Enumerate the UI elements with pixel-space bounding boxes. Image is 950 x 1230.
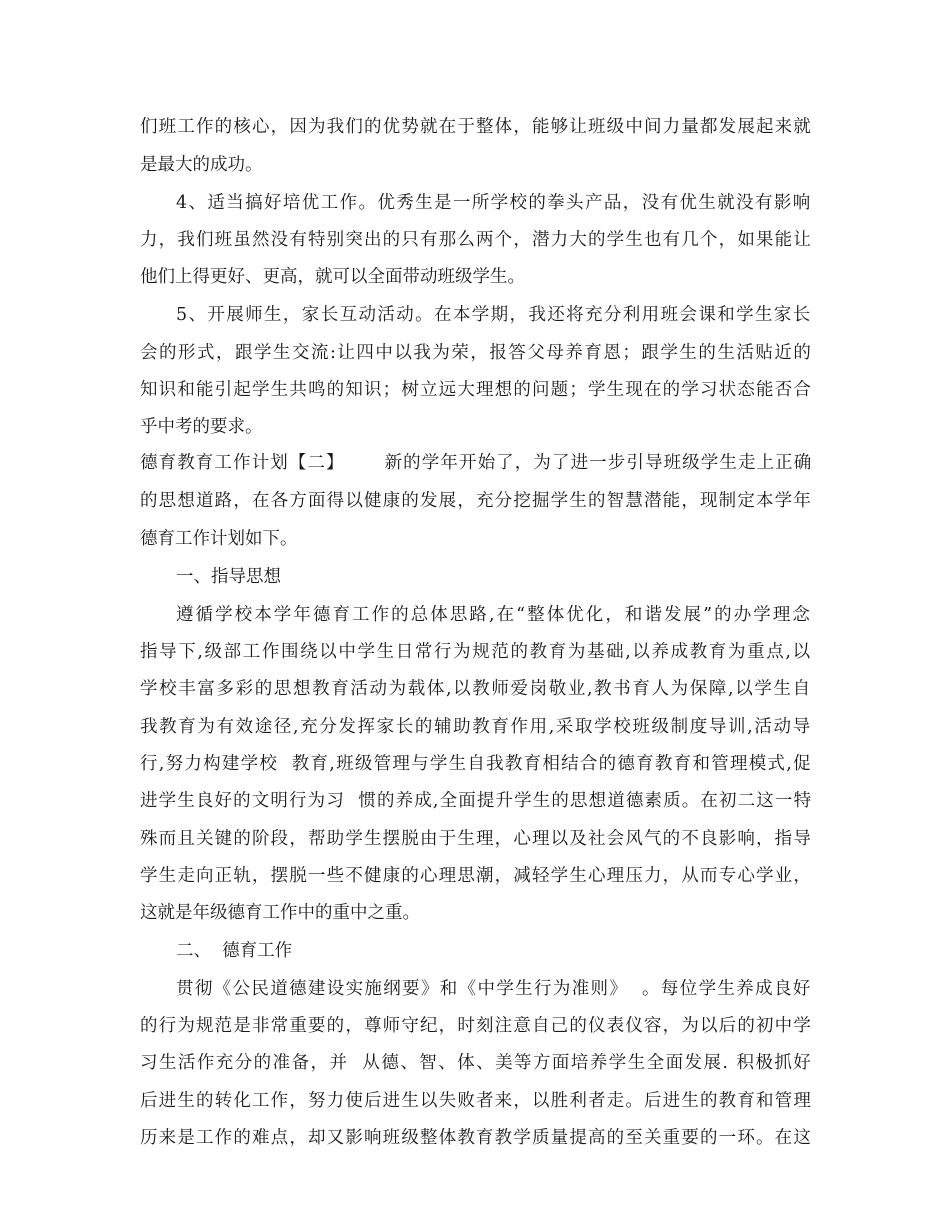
text-line-17: 我教育为有效途径,充分发挥家长的辅助教育作用,采取学校班级制度导训,活动导 bbox=[140, 717, 812, 737]
text-line-25: 的行为规范是非常重要的，尊师守纪，时刻注意自己的仪表仪容，为以后的初中学 bbox=[140, 1016, 813, 1036]
text-line-22: 这就是年级德育工作中的重中之重。 bbox=[140, 903, 420, 923]
text-line-28: 历来是工作的难点，却又影响班级整体教育教学质量提高的至关重要的一环。在这 bbox=[140, 1128, 813, 1148]
text-line-2: 是最大的成功。 bbox=[140, 155, 263, 175]
text-line-11: 的思想道路，在各方面得以健康的发展，充分挖掘学生的智慧潜能，现制定本学年 bbox=[140, 491, 813, 511]
text-line-7: 会的形式，跟学生交流:让四中以我为荣，报答父母养育恩；跟学生的生活贴近的 bbox=[140, 343, 813, 363]
text-line-1: 们班工作的核心，因为我们的优势就在于整体，能够让班级中间力量都发展起来就 bbox=[140, 117, 813, 137]
text-line-27: 后进生的转化工作，努力使后进生以失败者来，以胜利者走。后进生的教育和管理 bbox=[140, 1091, 813, 1111]
text-line-24: 贯彻《公民道德建设实施纲要》和《中学生行为准则》 。每位学生养成良好 bbox=[176, 979, 812, 999]
section-heading-1: 一、指导思想 bbox=[176, 567, 281, 587]
text-line-3: 4、适当搞好培优工作。优秀生是一所学校的拳头产品，没有优生就没有影响 bbox=[176, 193, 812, 213]
text-line-6: 5、开展师生，家长互动活动。在本学期，我还将充分利用班会课和学生家长 bbox=[176, 305, 812, 325]
text-line-26: 习生活作充分的准备，并 从德、智、体、美等方面培养学生全面发展. 积极抓好 bbox=[140, 1053, 813, 1073]
text-line-5: 他们上得更好、更高，就可以全面带动班级学生。 bbox=[140, 267, 525, 287]
text-line-12: 德育工作计划如下。 bbox=[140, 529, 298, 549]
text-line-15: 指导下,级部工作围绕以中学生日常行为规范的教育为基础,以养成教育为重点,以 bbox=[140, 642, 812, 662]
text-line-4: 力，我们班虽然没有特别突出的只有那么两个，潜力大的学生也有几个，如果能让 bbox=[140, 230, 813, 250]
text-line-9: 乎中考的要求。 bbox=[140, 417, 263, 437]
text-line-21: 学生走向正轨，摆脱一些不健康的心理思潮，减轻学生心理压力，从而专心学业， bbox=[140, 866, 813, 886]
text-line-20: 殊而且关键的阶段，帮助学生摆脱由于生理，心理以及社会风气的不良影响，指导 bbox=[140, 829, 813, 849]
text-line-8: 知识和能引起学生共鸣的知识；树立远大理想的问题；学生现在的学习状态能否合 bbox=[140, 380, 813, 400]
text-line-18: 行,努力构建学校 教育,班级管理与学生自我教育相结合的德育教育和管理模式,促 bbox=[140, 754, 812, 774]
text-line-14: 遵循学校本学年德育工作的总体思路,在“整体优化，和谐发展”的办学理念 bbox=[176, 605, 812, 625]
text-line-16: 学校丰富多彩的思想教育活动为载体,以教师爱岗敬业,教书育人为保障,以学生自 bbox=[140, 679, 812, 699]
section-heading-2: 二、 德育工作 bbox=[176, 941, 293, 961]
text-line-10: 德育教育工作计划【二】 新的学年开始了，为了进一步引导班级学生走上正确 bbox=[140, 453, 813, 473]
text-line-19: 进学生良好的文明行为习 惯的养成,全面提升学生的思想道德素质。在初二这一特 bbox=[140, 791, 813, 811]
